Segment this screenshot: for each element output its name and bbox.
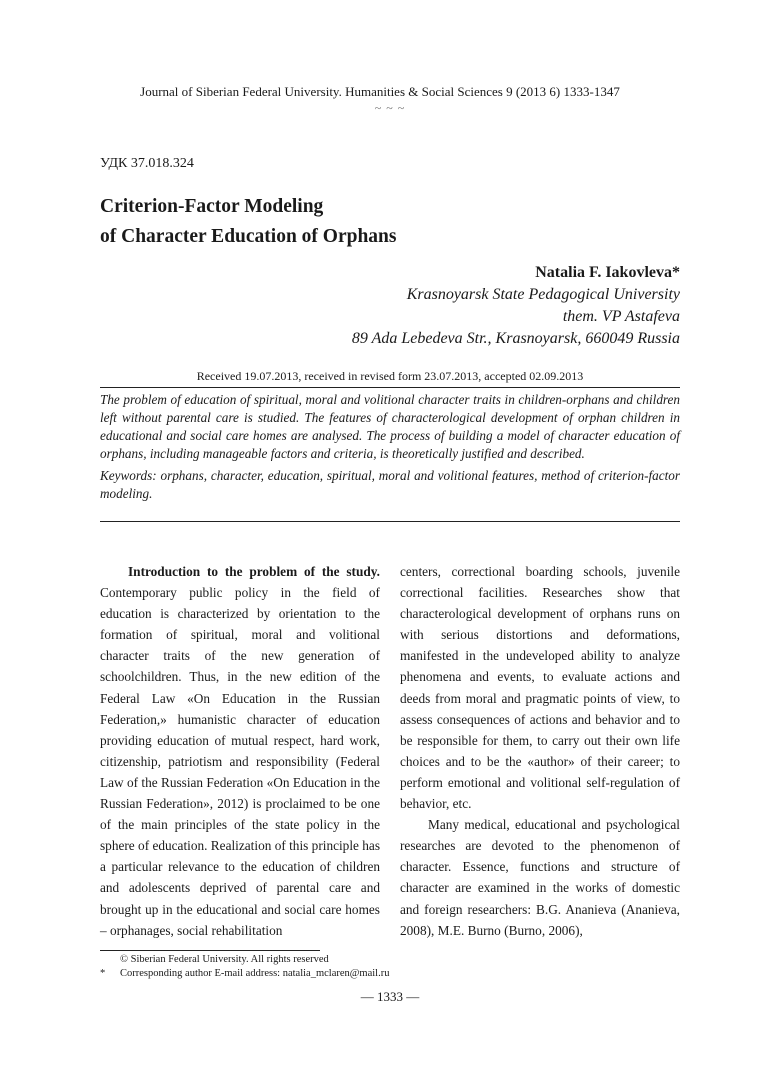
- intro-heading: Introduction to the problem of the study.: [128, 564, 380, 579]
- affiliation-line-2: them. VP Astafeva: [562, 308, 680, 325]
- footnote-copyright: © Siberian Federal University. All rights reserved: [120, 954, 329, 965]
- intro-paragraph: [100, 561, 380, 941]
- footnote-corresponding: [100, 967, 389, 981]
- right-paragraph-2: Many medical, educational and psychological researches are devoted to the phenomenon of character. Essence, functions and structure of character are examined in the works of domestic and foreign researchers: B.G. Ananieva (Ananieva, 2008), M.E. Burno (Burno, 2006),: [400, 817, 680, 938]
- body-column-left: [100, 561, 380, 941]
- received-dates: Received 19.07.2013, received in revised form 23.07.2013, accepted 02.09.2013: [196, 369, 584, 383]
- udc-code: УДК 37.018.324: [100, 156, 194, 171]
- abstract: [100, 391, 680, 503]
- author-block: [352, 262, 680, 350]
- title-line-1: Criterion-Factor Modeling: [100, 196, 324, 217]
- footnote-asterisk: *: [100, 968, 106, 979]
- paper-title: [100, 192, 396, 252]
- abstract-bottom-rule: [100, 521, 680, 522]
- affiliation-line-3: 89 Ada Lebedeva Str., Krasnoyarsk, 660049 Russia: [351, 330, 680, 347]
- title-line-2: of Character Education of Orphans: [100, 226, 397, 247]
- right-paragraph-1: centers, correctional boarding schools, juvenile correctional facilities. Researches show that characterological development of orphans runs on with serious distortions and deformations, manifested in the undeveloped ability to analyze phenomena and events, to evaluate actions and deeds from moral and pragmatic points of view, to assess consequences of actions and behavior and to be responsible for them, to carry out their own life choices and to be the «author» of their career; to perform emotional and volitional self-regulation of behavior, etc.: [400, 564, 680, 812]
- abstract-text: The problem of education of spiritual, moral and volitional character traits in children-orphans and children left without parental care is studied. The features of characterological development of orphan children in educational and social care homes are analysed. The process of building a model of character education of orphans, including manageable factors and criteria, is theoretically justified and described.: [100, 392, 680, 461]
- page-number: — 1333 —: [360, 989, 420, 1004]
- author-name: Natalia F. Iakovleva*: [535, 264, 680, 281]
- footnote-rule: [100, 950, 320, 951]
- journal-header: Journal of Siberian Federal University. Humanities & Social Sciences 9 (2013 6) 1333-1347: [140, 84, 620, 99]
- header-ornament: ~ ~ ~: [374, 101, 406, 115]
- keywords: Keywords: orphans, character, education, spiritual, moral and volitional features, method of criterion-factor modeling.: [100, 468, 680, 501]
- intro-text: Contemporary public policy in the field of education is characterized by orientation to the formation of spiritual, moral and volitional character traits of the new generation of schoolchildren. Thus, in the new edition of the Federal Law «On Education in the Russian Federation,» humanistic character of education providing education of mutual respect, hard work, citizenship, patriotism and responsibility (Federal Law of the Russian Federation «On Education in the Russian Federation», 2012) is proclaimed to be one of the main principles of the state policy in the sphere of education. Realization of this principle has a particular relevance to the education of children and adolescents deprived of parental care and brought up in the educational and social care homes – orphanages, social rehabilitation: [100, 585, 380, 938]
- footnote-email: Corresponding author E-mail address: natalia_mclaren@mail.ru: [120, 968, 390, 979]
- body-column-right: [400, 561, 680, 941]
- abstract-top-rule: [100, 387, 680, 388]
- affiliation-line-1: Krasnoyarsk State Pedagogical University: [406, 286, 680, 303]
